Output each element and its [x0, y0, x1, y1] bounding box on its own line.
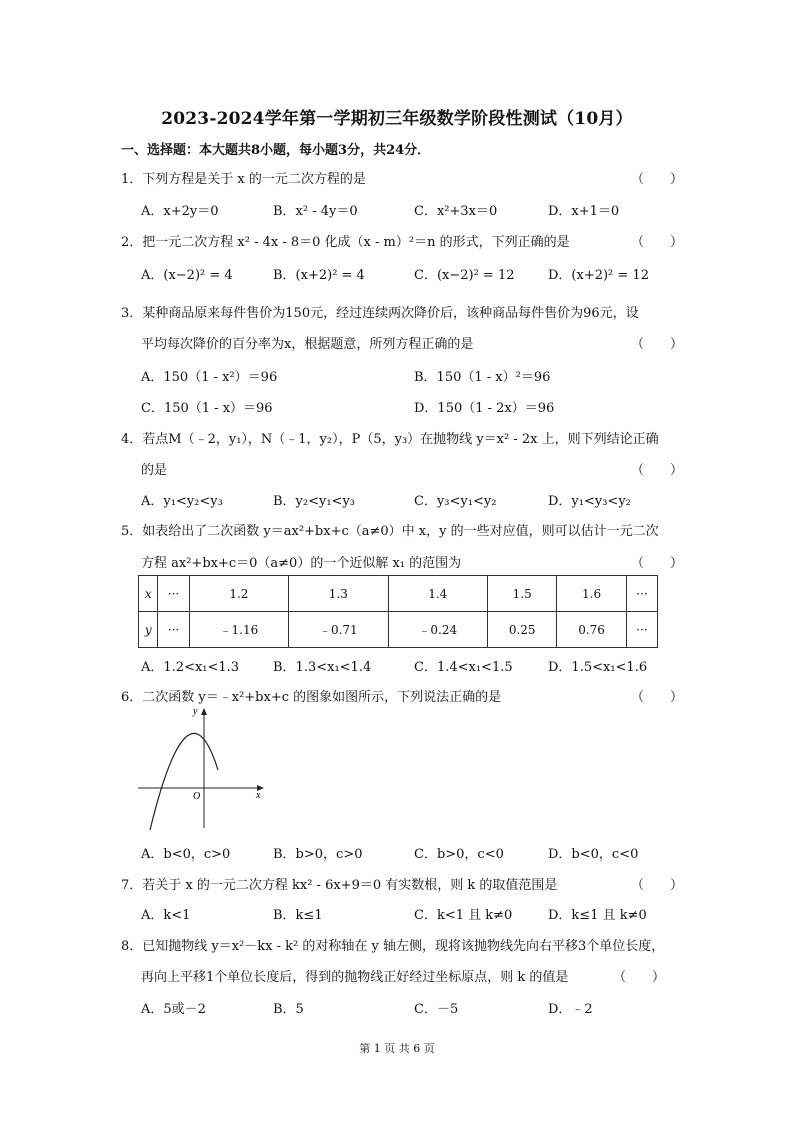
- page-title: 2023-2024学年第一学期初三年级数学阶段性测试（10月）: [161, 109, 633, 129]
- q2-option-c: C．(x−2)² = 12: [414, 268, 515, 283]
- q8-answer-paren: （ ）: [613, 970, 666, 985]
- q7-option-b: B．k≤1: [273, 908, 323, 923]
- table-cell: 0.76: [557, 612, 626, 648]
- q8-option-c: C．－5: [414, 1002, 459, 1017]
- q1-stem: 1．下列方程是关于 x 的一元二次方程的是: [121, 172, 366, 187]
- q1-option-d: D．x+1＝0: [548, 204, 620, 219]
- table-cell: ﹣1.16: [189, 612, 288, 648]
- q5-stem-line1: 5．如表给出了二次函数 y＝ax²+bx+c（a≠0）中 x，y 的一些对应值，则可以估计一元二次: [121, 524, 659, 539]
- table-cell: ···: [626, 612, 657, 648]
- q6-option-d: D．b<0，c<0: [548, 847, 639, 862]
- q6-option-b: B．b>0，c>0: [273, 847, 363, 862]
- q8-stem-line1: 8．已知抛物线 y＝x²－kx - k² 的对称轴在 y 轴左侧，现将该抛物线先向右平移3个单位长度，: [121, 939, 665, 954]
- table-cell: 1.3: [289, 576, 388, 612]
- q3-answer-paren: （ ）: [631, 337, 684, 352]
- q2-answer-paren: （ ）: [631, 235, 684, 250]
- q4-stem-line1: 4．若点M（﹣2，y₁），N（﹣1，y₂），P（5，y₃）在抛物线 y＝x² - 2x 上，则下列结论正确: [121, 432, 659, 447]
- q7-answer-paren: （ ）: [631, 878, 684, 893]
- q8-option-b: B．5: [273, 1002, 304, 1017]
- q4-answer-paren: （ ）: [631, 463, 684, 478]
- origin-label: O: [193, 791, 201, 802]
- q3-stem-line2: 平均每次降价的百分率为x，根据题意，所列方程正确的是: [141, 337, 474, 352]
- q6-option-a: A．b<0，c>0: [141, 847, 231, 862]
- table-cell: 1.2: [189, 576, 288, 612]
- parabola-curve: [150, 733, 218, 830]
- table-cell: 1.4: [388, 576, 487, 612]
- table-cell: ﹣0.71: [289, 612, 388, 648]
- q6-option-c: C．b>0，c<0: [414, 847, 504, 862]
- q4-option-b: B．y₂<y₁<y₃: [273, 494, 356, 509]
- q7-option-a: A．k<1: [141, 908, 191, 923]
- table-cell: ···: [158, 612, 189, 648]
- y-axis-label: y: [193, 706, 198, 717]
- q3-stem-line1: 3．某种商品原来每件售价为150元，经过连续两次降价后，该种商品每件售价为96元，设: [121, 306, 639, 321]
- q3-option-c: C．150（1 - x）＝96: [141, 401, 273, 416]
- page-footer: 第 1 页 共 6 页: [359, 1042, 435, 1055]
- table-cell: x: [139, 576, 158, 612]
- q1-answer-paren: （ ）: [631, 172, 684, 187]
- section-heading: 一、选择题：本大题共8小题，每小题3分，共24分．: [121, 143, 431, 158]
- q3-option-a: A．150（1 - x²）＝96: [141, 370, 278, 385]
- table-cell: ···: [158, 576, 189, 612]
- q2-option-b: B．(x+2)² = 4: [273, 268, 365, 283]
- table-cell: 0.25: [488, 612, 557, 648]
- q6-parabola-graph: [136, 704, 271, 834]
- q3-option-d: D．150（1 - 2x）＝96: [414, 401, 555, 416]
- q8-option-d: D．﹣2: [548, 1002, 593, 1017]
- q2-option-d: D．(x+2)² = 12: [548, 268, 649, 283]
- table-row: [139, 612, 658, 648]
- q7-option-d: D．k≤1 且 k≠0: [548, 908, 647, 923]
- q7-stem: 7．若关于 x 的一元二次方程 kx² - 6x+9＝0 有实数根，则 k 的取值范围是: [121, 878, 558, 893]
- q1-option-c: C．x²+3x＝0: [414, 204, 498, 219]
- q4-option-a: A．y₁<y₂<y₃: [141, 494, 223, 509]
- q6-stem: 6．二次函数 y＝﹣x²+bx+c 的图象如图所示，下列说法正确的是: [121, 690, 502, 705]
- q1-option-b: B．x² - 4y＝0: [273, 204, 358, 219]
- y-axis-arrow: [201, 708, 207, 715]
- table-row: [139, 576, 658, 612]
- q1-option-a: A．x+2y＝0: [141, 204, 219, 219]
- q3-option-b: B．150（1 - x）²＝96: [414, 370, 551, 385]
- q5-value-table: [138, 575, 658, 648]
- q7-option-c: C．k<1 且 k≠0: [414, 908, 513, 923]
- q5-option-d: D．1.5<x₁<1.6: [548, 660, 648, 675]
- x-axis-label: x: [256, 790, 261, 801]
- q4-option-c: C．y₃<y₁<y₂: [414, 494, 497, 509]
- q8-stem-line2: 再向上平移1个单位长度后，得到的抛物线正好经过坐标原点，则 k 的值是: [141, 970, 569, 985]
- q5-option-b: B．1.3<x₁<1.4: [273, 660, 372, 675]
- q2-option-a: A．(x−2)² = 4: [141, 268, 233, 283]
- q5-stem-line2: 方程 ax²+bx+c＝0（a≠0）的一个近似解 x₁ 的范围为: [141, 556, 462, 571]
- table-cell: ···: [626, 576, 657, 612]
- table-cell: 1.5: [488, 576, 557, 612]
- q4-option-d: D．y₁<y₃<y₂: [548, 494, 631, 509]
- table-cell: y: [139, 612, 158, 648]
- q5-option-c: C．1.4<x₁<1.5: [414, 660, 513, 675]
- table-cell: 1.6: [557, 576, 626, 612]
- q5-option-a: A．1.2<x₁<1.3: [141, 660, 240, 675]
- table-cell: ﹣0.24: [388, 612, 487, 648]
- q6-answer-paren: （ ）: [631, 690, 684, 705]
- q4-stem-line2: 的是: [141, 463, 168, 478]
- q2-stem: 2．把一元二次方程 x² - 4x - 8＝0 化成（x - m）²＝n 的形式，下列正确的是: [121, 235, 570, 250]
- q8-option-a: A．5或－2: [141, 1002, 206, 1017]
- q5-answer-paren: （ ）: [631, 556, 684, 571]
